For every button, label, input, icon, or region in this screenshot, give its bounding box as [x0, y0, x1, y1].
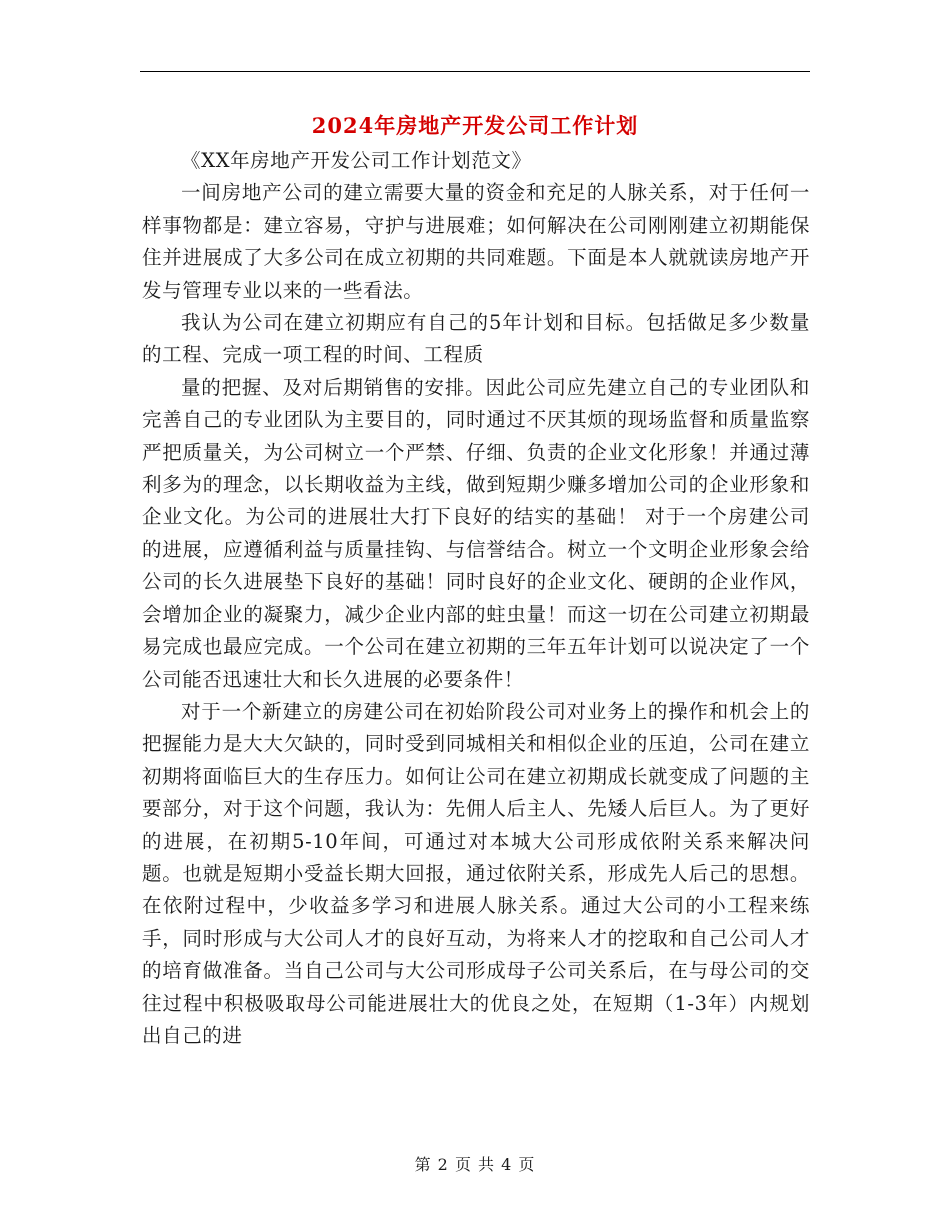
document-title: 2024年房地产开发公司工作计划 [311, 113, 639, 138]
page-footer: 第 2 页 共 4 页 [414, 1155, 536, 1174]
paragraph-subtitle: 《XX年房地产开发公司工作计划范文》 [181, 149, 532, 172]
header-rule [140, 71, 810, 72]
document-body [142, 145, 810, 1052]
paragraph-plan: 我认为公司在建立初期应有自己的5年计划和目标。包括做足多少数量的工程、完成一项工程的时间、工程质 [142, 311, 810, 367]
paragraph-quality: 量的把握、及对后期销售的安排。因此公司应先建立自己的专业团队和完善自己的专业团队为主要目的，同时通过不厌其烦的现场监督和质量监察严把质量关，为公司树立一个严禁、仔细、负责的企业文化形象！并通过薄利多为的理念，以长期收益为主线，做到短期少赚多增加公司的企业形象和企业文化。为公司的进展壮大打下良好的结实的基础！ 对于一个房建公司的进展，应遵循利益与质量挂钩、与信誉结合。树立一个文明企业形象会给公司的长久进展垫下良好的基础！同时良好的企业文化、硬朗的企业作风，会增加企业的凝聚力，减少企业内部的蛀虫量！而这一切在公司建立初期最易完成也最应完成。一个公司在建立初期的三年五年计划可以说决定了一个公司能否迅速壮大和长久进展的必要条件！ [142, 375, 810, 691]
paragraph-strategy: 对于一个新建立的房建公司在初始阶段公司对业务上的操作和机会上的把握能力是大大欠缺的，同时受到同城相关和相似企业的压迫，公司在建立初期将面临巨大的生存压力。如何让公司在建立初期成长就变成了问题的主要部分，对于这个问题，我认为：先佣人后主人、先矮人后巨人。为了更好的进展，在初期5-10年间，可通过对本城大公司形成依附关系来解决问题。也就是短期小受益长期大回报，通过依附关系，形成先人后己的思想。在依附过程中，少收益多学习和进展人脉关系。通过大公司的小工程来练手，同时形成与大公司人才的良好互动，为将来人才的挖取和自己公司人才的培育做准备。当自己公司与大公司形成母子公司关系后，在与母公司的交往过程中积极吸取母公司能进展壮大的优良之处，在短期（1-3年）内规划出自己的进 [142, 699, 810, 1047]
paragraph-intro: 一间房地产公司的建立需要大量的资金和充足的人脉关系，对于任何一样事物都是：建立容易，守护与进展难；如何解决在公司刚刚建立初期能保住并进展成了大多公司在成立初期的共同难题。下面是本人就就读房地产开发与管理专业以来的一些看法。 [142, 181, 810, 302]
